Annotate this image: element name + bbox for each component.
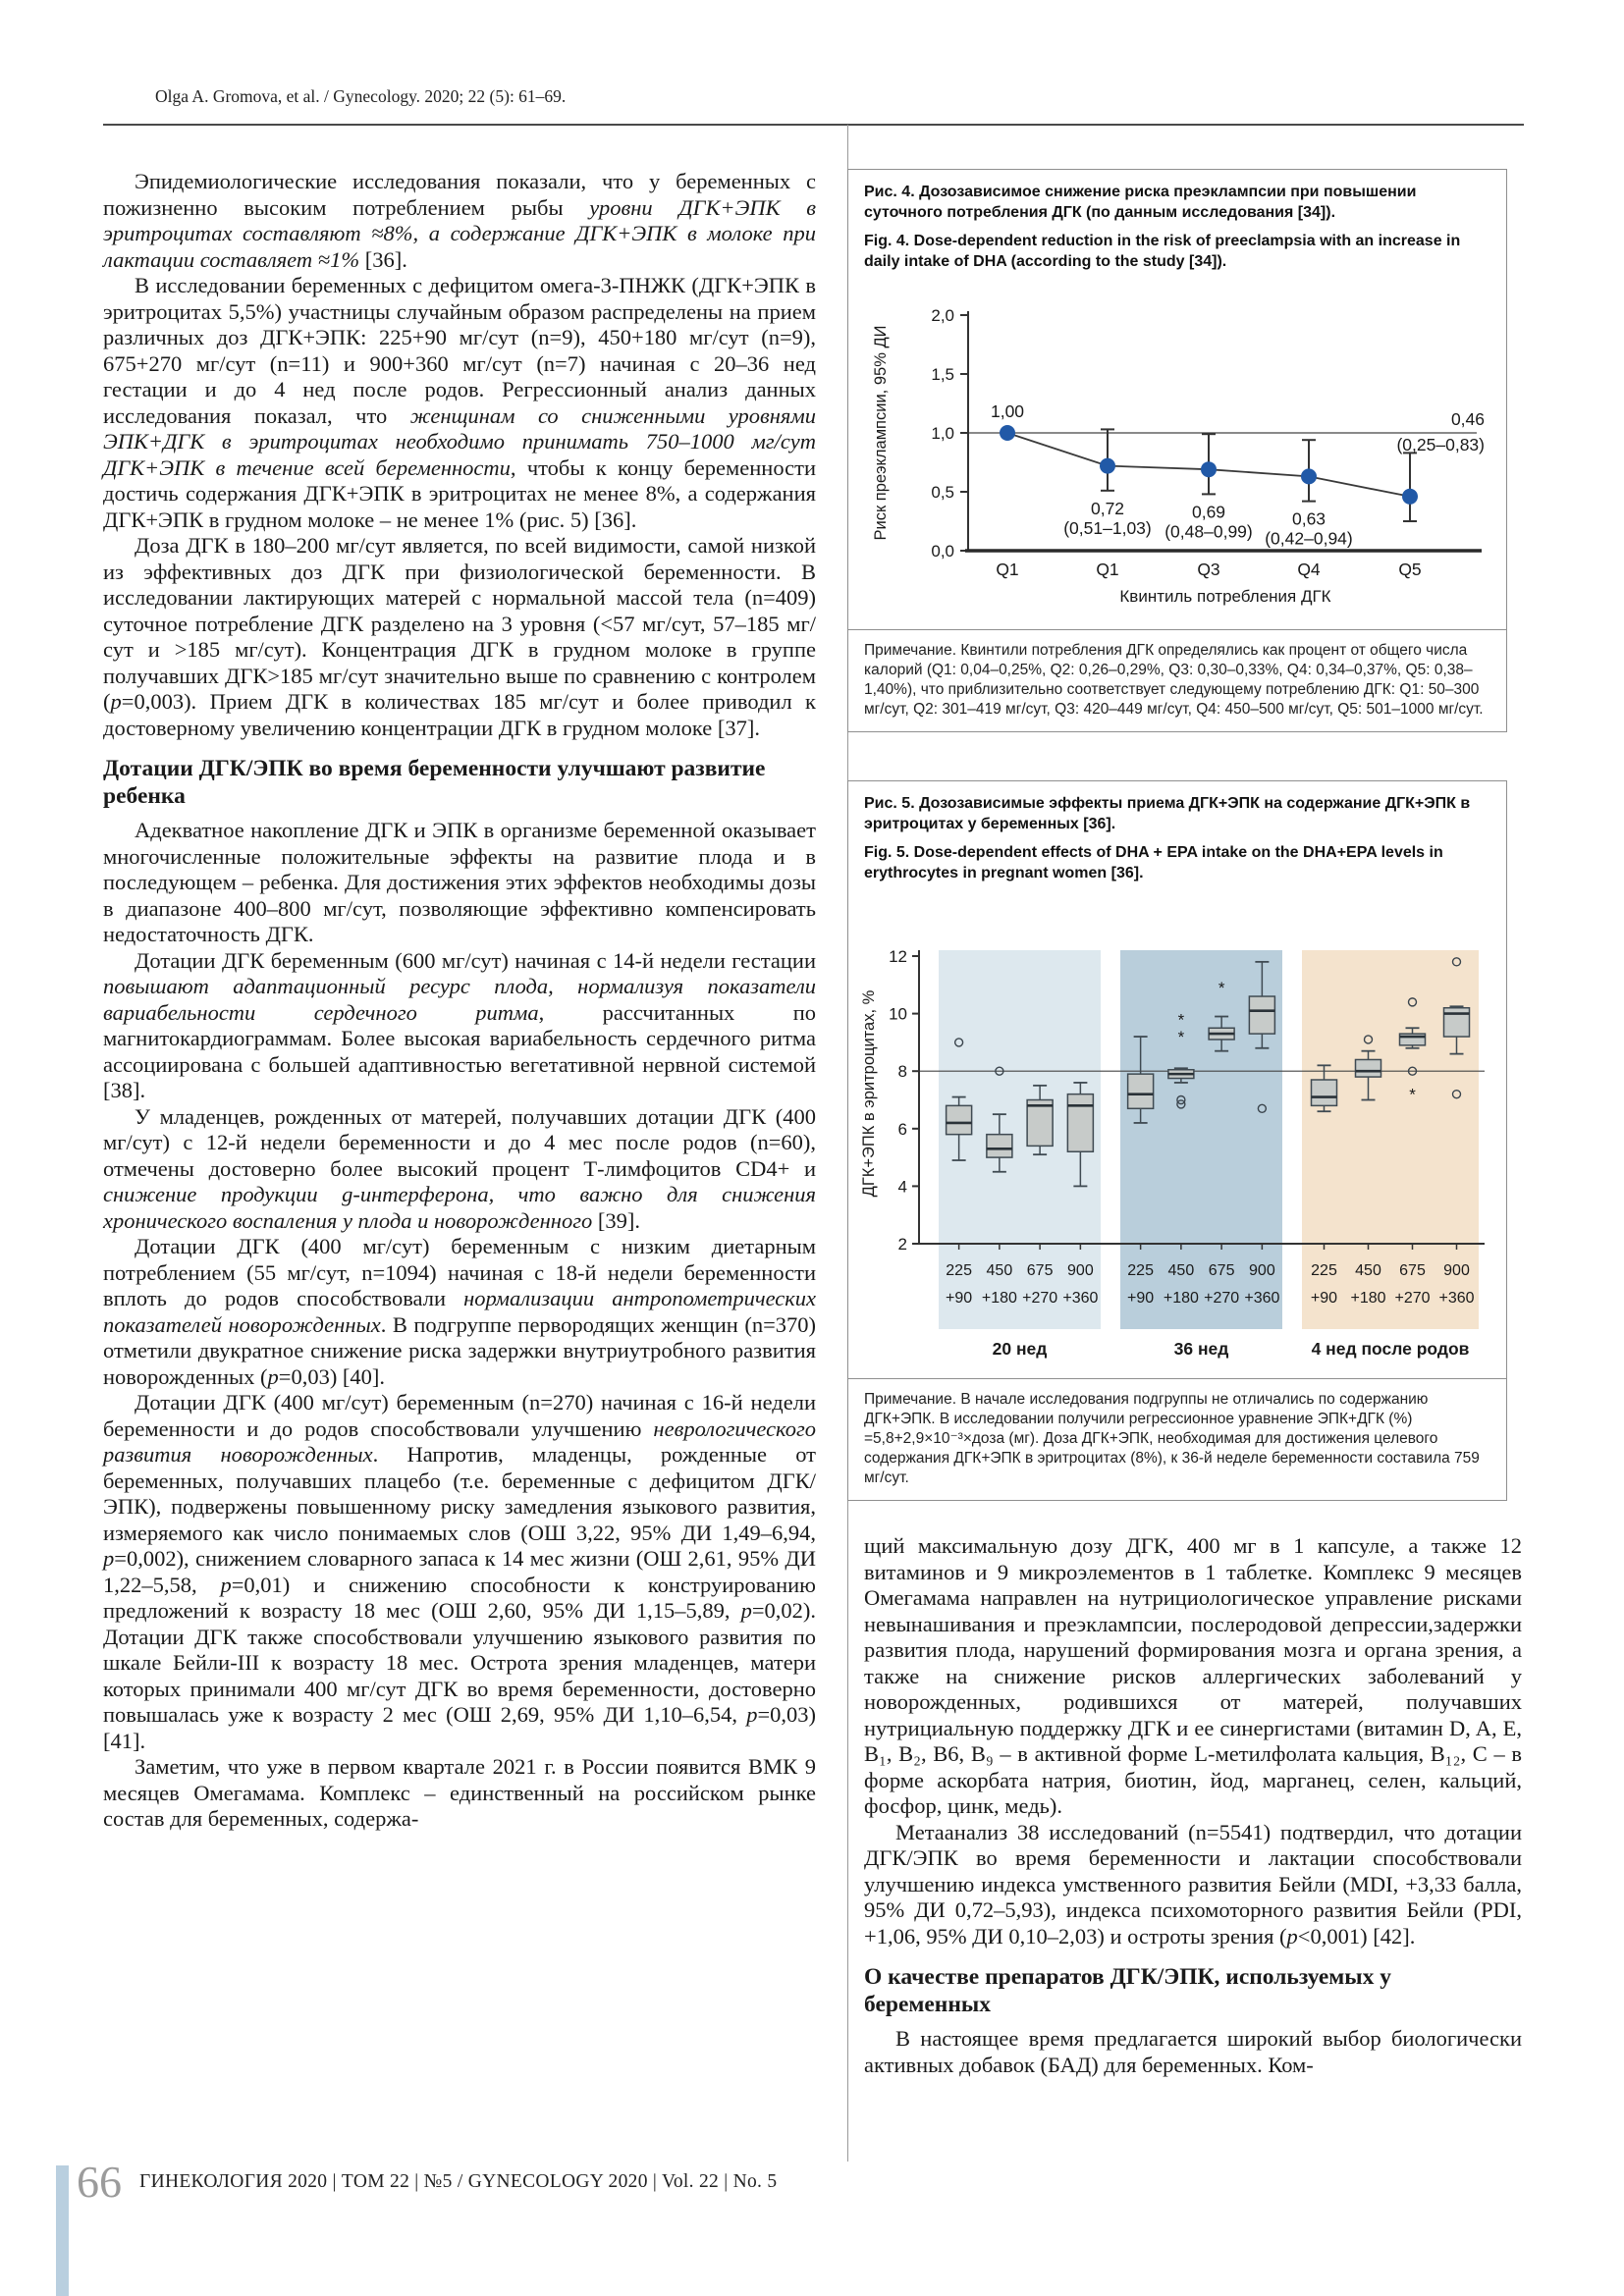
right-column (864, 1533, 1522, 2078)
data-label: (0,42–0,94) (1265, 528, 1353, 549)
data-label: 0,72 (1090, 498, 1125, 518)
x-tick-label: Q5 (1398, 560, 1422, 579)
page-number: 66 (77, 2157, 122, 2207)
figure-4-caption-en: Fig. 4. Dose-dependent reduction in the risk of preeclampsia with an increase in daily intake of DHA (according to the study [34]). (864, 233, 1461, 270)
outlier-star: * (1218, 979, 1225, 998)
group-label: 36 нед (1173, 1339, 1229, 1359)
y-tick-label: 12 (889, 947, 907, 966)
dose-label: 900 (1249, 1262, 1275, 1279)
left-column (103, 169, 816, 1833)
figure-5-block (847, 780, 1507, 1501)
group-label: 4 нед после родов (1311, 1339, 1470, 1359)
box (1128, 1074, 1154, 1108)
body-paragraph: Адекватное накопление ДГК и ЭПК в организме беременной оказывает многочисленные положительные эффекты на развитие плода и в последующем – ребенка. Для достижения этих эффектов необходимы дозы в диапазоне 400–800 мг/сут, позволяющие эффективно компенсировать недостаточность ДГК. (103, 818, 816, 946)
box (1444, 1008, 1470, 1037)
dose-label: +360 (1244, 1290, 1280, 1307)
y-axis-title: ДГК+ЭПК в эритроцитах, % (860, 989, 878, 1198)
x-tick-label: Q4 (1297, 560, 1321, 579)
data-point (1201, 461, 1217, 477)
data-label: (0,51–1,03) (1063, 517, 1152, 538)
dose-label: 900 (1067, 1262, 1094, 1279)
dose-label: 450 (986, 1262, 1013, 1279)
figure-5-note: Примечание. В начале исследования подгруппы не отличались по содержанию ДГК+ЭПК. В исследовании получили регрессионное уравнение ЭПК+ДГК (%) =5,8+2,9×10⁻³×доза (мг). Доза ДГК+ЭПК, необходимая для достижения целевого содержания ДГК+ЭПК в эритроцитах (8%), к 36-й неделе беременности составила 759 мг/сут. (848, 1378, 1506, 1500)
dose-label: +270 (1204, 1290, 1240, 1307)
running-head: Olga A. Gromova, et al. / Gynecology. 2020; 22 (5): 61–69. (155, 86, 567, 106)
box (947, 1105, 972, 1134)
y-tick-label: 4 (897, 1177, 907, 1197)
data-label: 0,63 (1291, 508, 1326, 529)
dose-label: +270 (1394, 1290, 1431, 1307)
journal-footer-line: ГИНЕКОЛОГИЯ 2020 | ТОМ 22 | №5 / GYNECOLOGY 2020 | Vol. 22 | No. 5 (139, 2171, 778, 2192)
body-paragraph: В исследовании беременных с дефицитом омега-3-ПНЖК (ДГК+ЭПК в эритроцитах 5,5%) участницы случайным образом распределены на прием различных доз ДГК+ЭПК: 225+90 мг/сут (n=9), 450+180 мг/сут (n=9), 675+270 мг/сут (n=11) и 900+360 мг/сут (n=7) начиная с 20–36 нед гестации и до 4 нед после родов. Регрессионный анализ данных исследования показал, что женщинам со сниженными уровнями ЭПК+ДГК в эритроцитах необходимо принимать 750–1000 мг/сут ДГК+ЭПК в течение всей беременности, чтобы к концу беременности достичь содержания ДГК+ЭПК в эритроцитах не менее 8%, а содержания ДГК+ЭПК в грудном молоке – не менее 1% (рис. 5) [36]. (103, 273, 816, 532)
outlier-star: * (1177, 1010, 1185, 1030)
body-paragraph: Метаанализ 38 исследований (n=5541) подтвердил, что дотации ДГК/ЭПК во время беременности и лактации способствовали улучшению индекса умственного развития Бейли (MDI, +3,33 балла, 95% ДИ 0,72–5,93), индекса психомоторного развития Бейли (PDI, +1,06, 95% ДИ 0,10–2,03) и остроты зрения (p<0,001) [42]. (864, 1819, 1522, 1949)
figure-4-caption-ru: Рис. 4. Дозозависимое снижение риска преэклампсии при повышении суточного потребления ДГК (по данным исследования [34]). (864, 184, 1417, 221)
dha-epa-boxplot-chart (848, 897, 1506, 1378)
preeclampsia-risk-line-chart (848, 286, 1506, 629)
y-tick-label: 2 (897, 1235, 907, 1254)
x-tick-label: Q3 (1197, 560, 1220, 579)
data-label: (0,25–0,83) (1396, 435, 1485, 454)
body-paragraph: Доза ДГК в 180–200 мг/сут является, по всей видимости, самой низкой из эффективных доз ДГК при физиологической беременности. В исследовании лактирующих матерей с нормальной массой тела (n=409) суточное потребление ДГК разделено на 3 уровня (<57 мг/сут, 57–185 мг/сут и >185 мг/сут). Концентрация ДГК в грудном молоке в группе получавших ДГК>185 мг/сут значительно выше по сравнению с контролем (p=0,003). Прием ДГК в количествах 185 мг/сут и более приводил к достоверному увеличению концентрации ДГК в грудном молоке [37]. (103, 533, 816, 740)
y-tick-label: 10 (889, 1004, 907, 1024)
body-paragraph: У младенцев, рожденных от матерей, получавших дотации ДГК (400 мг/сут) с 12-й недели беременности и до 4 мес после родов (n=60), отмечены достоверно более высокий процент Т-лимфоцитов CD4+ и снижение продукции g-интерферона, что важно для снижения хронического воспаления у плода и новорожденного [39]. (103, 1103, 816, 1233)
figure-4-note: Примечание. Квинтили потребления ДГК определялись как процент от общего числа калорий (Q1: 0,04–0,25%, Q2: 0,26–0,29%, Q3: 0,30–0,33%, Q4: 0,34–0,37%, Q5: 0,38–1,40%), что приблизительно соответствует следующему потреблению ДГК: Q1: 50–300 мг/сут, Q2: 301–419 мг/сут, Q3: 420–449 мг/сут, Q4: 450–500 мг/сут, Q5: 501–1000 мг/сут. (848, 629, 1506, 731)
figure-4-block (847, 169, 1507, 732)
footer-accent-bar (56, 2165, 69, 2296)
data-label: 0,46 (1450, 409, 1485, 429)
x-tick-label: Q1 (1096, 560, 1119, 579)
dose-label: +90 (1310, 1290, 1338, 1307)
y-tick-label: 1,0 (931, 424, 954, 443)
data-point (1402, 489, 1418, 505)
dose-label: 225 (1311, 1262, 1337, 1279)
dose-label: 450 (1355, 1262, 1381, 1279)
data-label: 1,00 (990, 401, 1025, 421)
section-heading: О качестве препаратов ДГК/ЭПК, используемых у беременных (864, 1964, 1391, 2017)
y-tick-label: 2,0 (931, 306, 954, 325)
outlier-star: * (1409, 1085, 1416, 1104)
body-paragraph: В настоящее время предлагается широкий выбор биологически активных добавок (БАД) для беременных. Ком- (864, 2026, 1522, 2077)
data-point (1000, 425, 1015, 441)
dose-label: 450 (1167, 1262, 1195, 1279)
dose-label: 225 (1127, 1262, 1154, 1279)
figure-4-chart-area (848, 286, 1506, 629)
dose-label: +180 (981, 1290, 1017, 1307)
box (1356, 1059, 1381, 1077)
dose-label: +180 (1163, 1290, 1199, 1307)
figure-5-caption (848, 781, 1506, 897)
dose-label: 675 (1208, 1262, 1235, 1279)
dose-label: 900 (1443, 1262, 1470, 1279)
dose-label: +360 (1062, 1290, 1099, 1307)
box (1312, 1080, 1337, 1105)
header-rule (103, 124, 1524, 126)
dose-label: +90 (1127, 1290, 1155, 1307)
data-label: 0,69 (1191, 502, 1226, 522)
body-paragraph: Дотации ДГК (400 мг/сут) беременным с низким диетарным потреблением (55 мг/сут, n=1094) начиная с 18-й недели беременности вплоть до родов способствовали нормализации антропометрических показателей новорожденных. В подгруппе первородящих женщин (n=370) отметили двукратное снижение риска задержки внутриутробного развития новорожденных (p=0,03) [40]. (103, 1234, 817, 1389)
dose-label: +270 (1022, 1290, 1058, 1307)
data-label: (0,48–0,99) (1164, 521, 1253, 542)
dose-label: 675 (1026, 1262, 1054, 1279)
dose-label: +360 (1438, 1290, 1475, 1307)
y-tick-label: 6 (897, 1119, 907, 1139)
group-label: 20 нед (992, 1339, 1048, 1359)
box (1067, 1095, 1093, 1152)
y-tick-label: 1,5 (931, 365, 954, 384)
box (1249, 996, 1274, 1034)
y-tick-label: 8 (897, 1062, 907, 1082)
body-paragraph: Дотации ДГК беременным (600 мг/сут) начиная с 14-й недели гестации повышают адаптационный ресурс плода, нормализуя показатели вариабельности сердечного ритма, рассчитанных по магнитокардиограммам. Более высокая вариабельность сердечного ритма ассоциирована с большей адаптивностью вегетативной нервной системой [38]. (103, 947, 817, 1102)
body-paragraph: Дотации ДГК (400 мг/сут) беременным (n=270) начиная с 16-й недели беременности и до родов способствовали улучшению неврологического развития новорожденных. Напротив, младенцы, рожденные от беременных, получавших плацебо (т.е. беременные с дефицитом ДГК/ЭПК), подвержены повышенному риску замедления языкового развития, измеряемого как число понимаемых слов (ОШ 3,22, 95% ДИ 1,49–6,94, p=0,002), снижением словарного запаса к 14 мес жизни (ОШ 2,61, 95% ДИ 1,22–5,58, p=0,01) и снижению способности к конструированию предложений к возрасту 18 мес (ОШ 2,60, 95% ДИ 1,15–5,89, p=0,02). Дотации ДГК также способствовали улучшению языкового развития по шкале Бейли-III к возрасту 18 мес. Острота зрения младенцев, матери которых принимали 400 мг/сут ДГК во время беременности, достоверно повышалась уже к возрасту 2 мес (ОШ 2,69, 95% ДИ 1,10–6,54, p=0,03) [41]. (103, 1390, 816, 1753)
dose-label: +180 (1350, 1290, 1386, 1307)
dose-label: 225 (946, 1262, 972, 1279)
section-heading: Дотации ДГК/ЭПК во время беременности улучшают развитие ребенка (103, 756, 766, 809)
body-paragraph: Заметим, что уже в первом квартале 2021 г. в России появится ВМК 9 месяцев Омегамама. Комплекс – единственный на российском рынке состав для беременных, содержа- (103, 1754, 816, 1831)
figure-5-caption-en: Fig. 5. Dose-dependent effects of DHA + EPA intake on the DHA+EPA levels in erythrocytes in pregnant women [36]. (864, 844, 1443, 881)
body-paragraph: Эпидемиологические исследования показали, что у беременных с пожизненно высоким потреблением рыбы уровни ДГК+ЭПК в эритроцитах составляют ≈8%, а содержание ДГК+ЭПК в молоке при лактации составляет ≈1% [36]. (103, 169, 816, 272)
x-tick-label: Q1 (996, 560, 1019, 579)
y-axis-title: Риск преэклампсии, 95% ДИ (872, 325, 890, 541)
x-axis-title: Квинтиль потребления ДГК (1119, 587, 1331, 606)
dose-label: +90 (946, 1290, 973, 1307)
y-tick-label: 0,5 (931, 483, 954, 502)
figure-5-caption-ru: Рис. 5. Дозозависимые эффекты приема ДГК+ЭПК на содержание ДГК+ЭПК в эритроцитах у беременных [36]. (864, 795, 1471, 832)
data-point (1301, 468, 1317, 484)
outlier-star: * (1177, 1028, 1185, 1047)
figure-4-caption (848, 170, 1506, 286)
body-paragraph: щий максимальную дозу ДГК, 400 мг в 1 капсуле, а также 12 витаминов и 9 микроэлементов в 1 таблетке. Комплекс 9 месяцев Омегамама направлен на нутрициологическое управление рисками невынашивания и преэклампсии, послеродовой депрессии,задержки развития плода, нарушений формирования мозга и органа зрения, а также на снижение рисков аллергических заболеваний у новорожденных, родившихся от матерей, получавших нутрициальную поддержку ДГК и ее синергистами (витамин D, A, E, B₁, B₂, B6, B₉ – в активной форме L-метилфолата кальция, B₁₂, C – в форме аскорбата натрия, биотин, йод, марганец, селен, кальций, фосфор, цинк, медь). (864, 1533, 1522, 1818)
box (987, 1135, 1012, 1157)
y-tick-label: 0,0 (931, 542, 954, 561)
figure-5-chart-area (848, 897, 1506, 1378)
dose-label: 675 (1399, 1262, 1426, 1279)
data-point (1100, 458, 1115, 474)
